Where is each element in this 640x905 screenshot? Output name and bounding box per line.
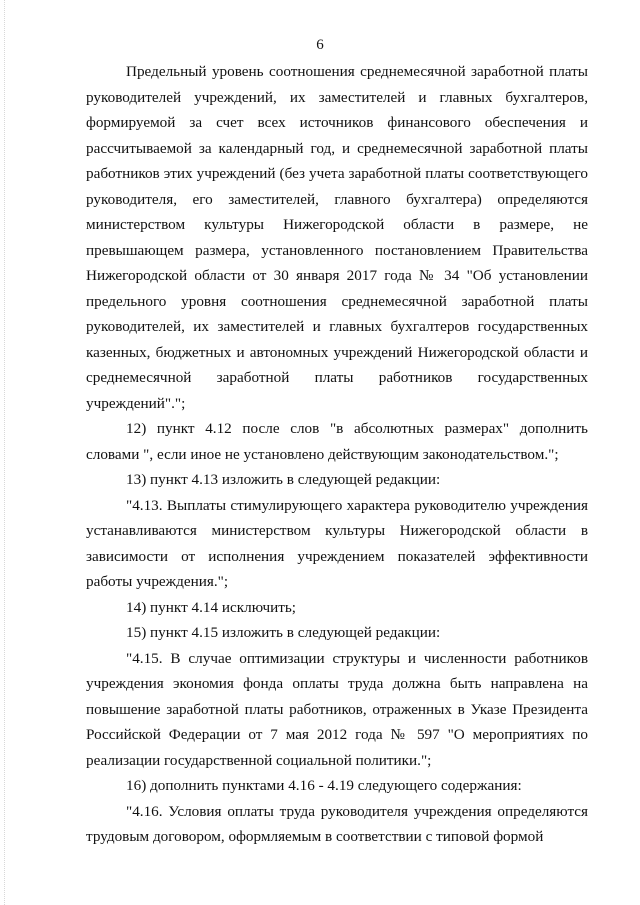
paragraph-clause-4-15: "4.15. В случае оптимизации структуры и численности работников учреждения экономия фонда оплаты труда должна быть направлена на повышение заработной платы работников, отраженных в Указе Президента Российской Федерации от 7 мая 2012 года № 597 "О мероприятиях по реализации государственной социальной политики."; xyxy=(86,649,588,769)
paragraph-clause-4-13: "4.13. Выплаты стимулирующего характера руководителю учреждения устанавливаются министерством культуры Нижегородской области в зависимости от исполнения учреждением показателей эффективности работы учреждения."; xyxy=(86,496,588,590)
document-body xyxy=(86,59,588,850)
paragraph-item-12: 12) пункт 4.12 после слов "в абсолютных размерах" дополнить словами ", если иное не установлено действующим законодательством."; xyxy=(86,420,588,463)
paragraph-item-16: 16) дополнить пунктами 4.16 - 4.19 следующего содержания: xyxy=(126,777,522,794)
page-number: 6 xyxy=(316,37,324,53)
paragraph-clause-4-16: "4.16. Условия оплаты труда руководителя учреждения определяются трудовым договором, оформляемым в соответствии с типовой формой xyxy=(86,802,588,845)
scan-edge-marks xyxy=(4,0,8,905)
paragraph-item-15: 15) пункт 4.15 изложить в следующей редакции: xyxy=(126,624,441,641)
paragraph-salary-ratio: Предельный уровень соотношения среднемесячной заработной платы руководителей учреждений, их заместителей и главных бухгалтеров, формируемой за счет всех источников финансового обеспечения и рассчитываемой за календарный год, и среднемесячной заработной платы работников этих учреждений (без учета заработной платы соответствующего руководителя, его заместителей, главного бухгалтера) определяются министерством культуры Нижегородской области в размере, не превышающем размера, установленного постановлением Правительства Нижегородской области от 30 января 2017 года № 34 "Об установлении предельного уровня соотношения среднемесячной заработной платы руководителей, их заместителей и главных бухгалтеров государственных казенных, бюджетных и автономных учреждений Нижегородской области и среднемесячной заработной платы работников государственных учреждений"."; xyxy=(86,63,588,412)
paragraph-item-13: 13) пункт 4.13 изложить в следующей редакции: xyxy=(126,471,441,488)
paragraph-item-14: 14) пункт 4.14 исключить; xyxy=(126,598,297,616)
